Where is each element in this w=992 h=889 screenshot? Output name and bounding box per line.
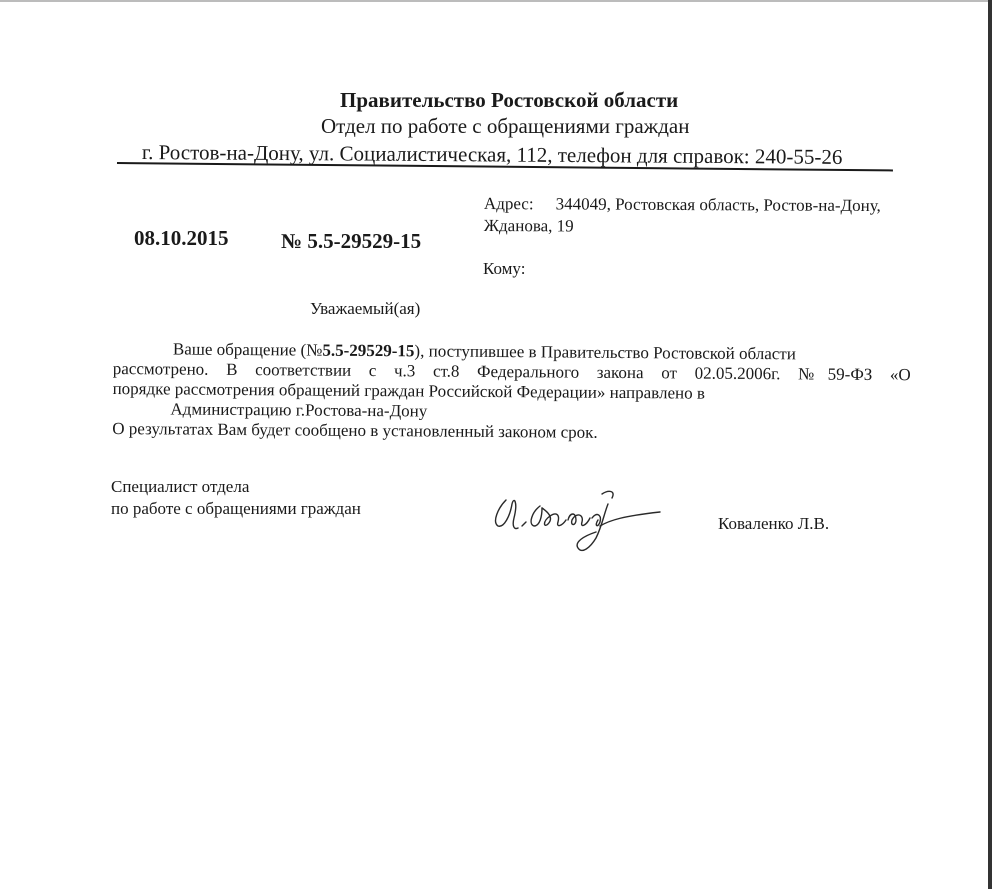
signatory-name: Коваленко Л.В. [718, 514, 830, 533]
signatory-title-line-2: по работе с обращениями граждан [111, 499, 361, 518]
body-line-3: порядке рассмотрения обращений граждан Российской Федерации» направлено в [112, 378, 705, 403]
organization-title: Правительство Ростовской области [340, 88, 679, 112]
scan-edge-right [988, 0, 992, 889]
header-address-line: г. Ростов-на-Дону, ул. Социалистическая, 112, телефон для справок: 240-55-26 [141, 140, 843, 169]
recipient-address [484, 193, 914, 239]
body-line-4: Администрацию г.Ростова-на-Дону [170, 399, 428, 421]
signatory-title [111, 476, 361, 520]
body-line-1-after: ), поступившее в Правительство Ростовской области [414, 341, 796, 364]
address-label: Адрес: [483, 193, 534, 214]
handwritten-signature-icon [484, 482, 664, 564]
document-date: 08.10.2015 [134, 226, 229, 250]
document-number: № 5.5-29529-15 [281, 229, 422, 253]
scan-edge-top [0, 0, 992, 2]
signatory-title-line-1: Специалист отдела [111, 477, 250, 496]
body-line-2: рассмотрено. В соответствии с ч.3 ст.8 Федерального закона от 02.05.2006г. №59-ФЗ «О [112, 358, 911, 385]
letter-body [112, 339, 911, 445]
address-value: 344049, Ростовская область, Ростов-на-Дону, Жданова, 19 [483, 194, 881, 236]
greeting: Уважаемый(ая) [310, 299, 421, 318]
body-line-1-number: 5.5-29529-15 [322, 340, 415, 361]
body-line-1-before: Ваше обращение (№ [172, 339, 323, 360]
department-title: Отдел по работе с обращениями граждан [321, 114, 690, 138]
body-line-5: О результатах Вам будет сообщено в установленный законом срок. [112, 418, 598, 442]
recipient-to-label: Кому: [483, 259, 526, 278]
